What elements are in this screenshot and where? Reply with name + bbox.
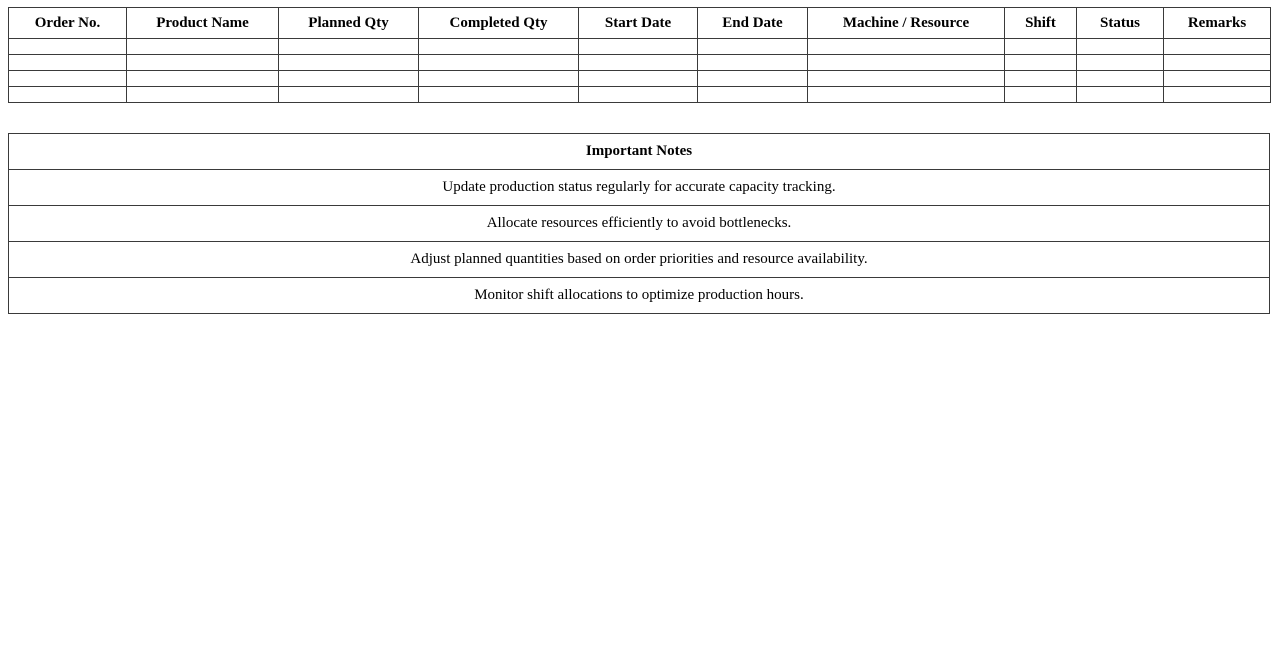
cell-completed-qty[interactable] [419, 87, 579, 103]
cell-planned-qty[interactable] [279, 87, 419, 103]
note-text: Monitor shift allocations to optimize production hours. [9, 278, 1270, 314]
cell-machine-resource[interactable] [808, 71, 1005, 87]
column-header-shift: Shift [1005, 8, 1077, 39]
column-header-status: Status [1077, 8, 1164, 39]
column-header-product-name: Product Name [127, 8, 279, 39]
cell-completed-qty[interactable] [419, 55, 579, 71]
table-row[interactable] [9, 71, 1271, 87]
notes-header-row [9, 134, 1270, 170]
cell-status[interactable] [1077, 87, 1164, 103]
cell-end-date[interactable] [698, 39, 808, 55]
cell-shift[interactable] [1005, 87, 1077, 103]
list-item [9, 278, 1270, 314]
notes-header-row-group [9, 134, 1270, 170]
production-schedule-table [8, 7, 1271, 103]
cell-product-name[interactable] [127, 55, 279, 71]
cell-order-no[interactable] [9, 39, 127, 55]
cell-completed-qty[interactable] [419, 71, 579, 87]
cell-shift[interactable] [1005, 55, 1077, 71]
cell-end-date[interactable] [698, 55, 808, 71]
cell-remarks[interactable] [1164, 39, 1271, 55]
column-header-end-date: End Date [698, 8, 808, 39]
cell-product-name[interactable] [127, 87, 279, 103]
column-header-completed-qty: Completed Qty [419, 8, 579, 39]
cell-remarks[interactable] [1164, 71, 1271, 87]
cell-status[interactable] [1077, 71, 1164, 87]
cell-start-date[interactable] [579, 55, 698, 71]
table-row[interactable] [9, 39, 1271, 55]
list-item [9, 206, 1270, 242]
column-header-planned-qty: Planned Qty [279, 8, 419, 39]
table-row[interactable] [9, 55, 1271, 71]
cell-order-no[interactable] [9, 71, 127, 87]
column-header-order-no: Order No. [9, 8, 127, 39]
schedule-header-row [9, 8, 1271, 39]
table-row[interactable] [9, 87, 1271, 103]
list-item [9, 242, 1270, 278]
schedule-body [9, 39, 1271, 103]
cell-product-name[interactable] [127, 71, 279, 87]
column-header-start-date: Start Date [579, 8, 698, 39]
cell-remarks[interactable] [1164, 87, 1271, 103]
cell-order-no[interactable] [9, 87, 127, 103]
schedule-header-row-group [9, 8, 1271, 39]
column-header-machine-resource: Machine / Resource [808, 8, 1005, 39]
column-header-remarks: Remarks [1164, 8, 1271, 39]
cell-shift[interactable] [1005, 71, 1077, 87]
cell-start-date[interactable] [579, 71, 698, 87]
cell-planned-qty[interactable] [279, 39, 419, 55]
cell-planned-qty[interactable] [279, 71, 419, 87]
cell-machine-resource[interactable] [808, 39, 1005, 55]
production-schedule-section [8, 7, 1270, 103]
cell-planned-qty[interactable] [279, 55, 419, 71]
cell-start-date[interactable] [579, 39, 698, 55]
notes-body [9, 170, 1270, 314]
cell-completed-qty[interactable] [419, 39, 579, 55]
cell-start-date[interactable] [579, 87, 698, 103]
cell-remarks[interactable] [1164, 55, 1271, 71]
cell-end-date[interactable] [698, 71, 808, 87]
important-notes-section [8, 133, 1270, 314]
important-notes-table [8, 133, 1270, 314]
cell-order-no[interactable] [9, 55, 127, 71]
note-text: Allocate resources efficiently to avoid bottlenecks. [9, 206, 1270, 242]
cell-machine-resource[interactable] [808, 87, 1005, 103]
note-text: Adjust planned quantities based on order priorities and resource availability. [9, 242, 1270, 278]
note-text: Update production status regularly for accurate capacity tracking. [9, 170, 1270, 206]
cell-machine-resource[interactable] [808, 55, 1005, 71]
cell-shift[interactable] [1005, 39, 1077, 55]
cell-status[interactable] [1077, 55, 1164, 71]
cell-product-name[interactable] [127, 39, 279, 55]
cell-status[interactable] [1077, 39, 1164, 55]
notes-title: Important Notes [9, 134, 1270, 170]
list-item [9, 170, 1270, 206]
cell-end-date[interactable] [698, 87, 808, 103]
